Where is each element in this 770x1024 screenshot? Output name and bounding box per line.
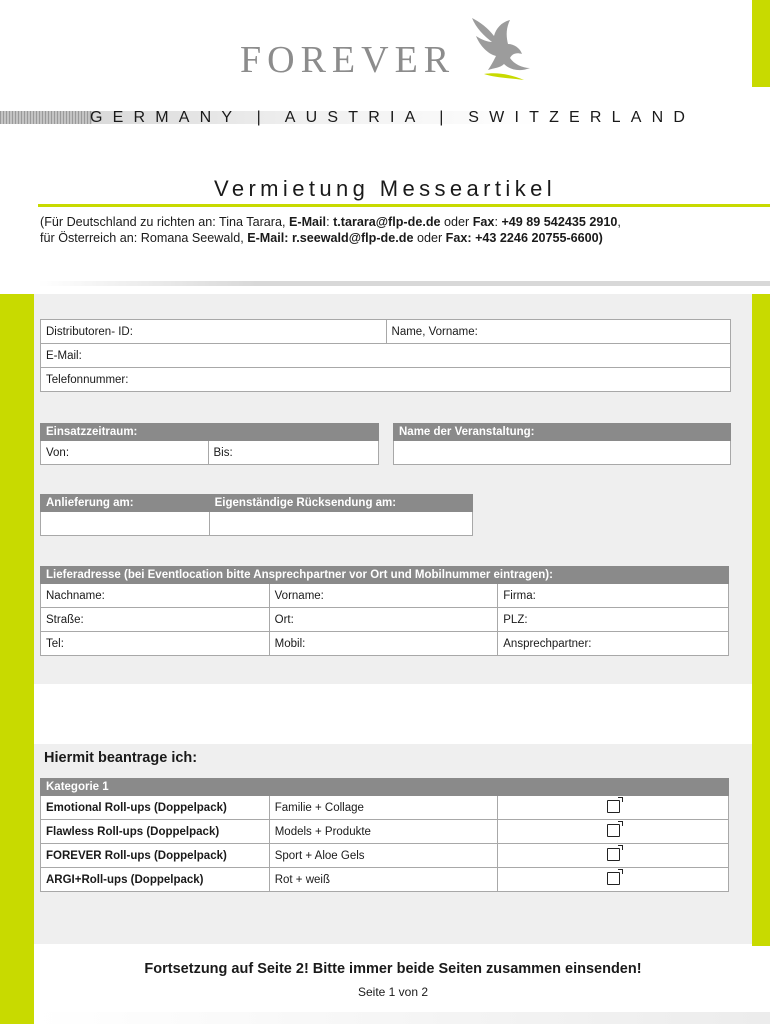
name-field[interactable]: Name, Vorname: xyxy=(386,320,730,344)
product-name: ARGI+Roll-ups (Doppelpack) xyxy=(41,868,270,892)
distributor-table xyxy=(40,319,731,392)
page-title: Vermietung Messeartikel xyxy=(213,176,557,201)
zip-field[interactable]: PLZ: xyxy=(498,608,729,632)
accent-bar-left xyxy=(0,294,34,1024)
checkbox-icon[interactable] xyxy=(607,848,620,861)
checkbox-icon[interactable] xyxy=(607,800,620,813)
table-row xyxy=(41,632,729,656)
continue-note: Fortsetzung auf Seite 2! Bitte immer beide Seiten zusammen einsenden! xyxy=(144,961,642,977)
page-number: Seite 1 von 2 xyxy=(357,985,429,999)
address-header: Lieferadresse (bei Eventlocation bitte Ansprechpartner vor Ort und Mobilnummer eintragen): xyxy=(41,567,729,584)
accent-bar-right xyxy=(752,294,770,946)
product-name: FOREVER Roll-ups (Doppelpack) xyxy=(41,844,270,868)
product-name: Flawless Roll-ups (Doppelpack) xyxy=(41,820,270,844)
checkbox-cell xyxy=(498,820,729,844)
phone-field[interactable]: Telefonnummer: xyxy=(41,368,731,392)
contact-line-germany xyxy=(40,214,621,230)
product-desc: Rot + weiß xyxy=(269,868,498,892)
to-date-field[interactable]: Bis: xyxy=(208,441,379,465)
accent-bar-top xyxy=(752,0,770,84)
contact-text: , xyxy=(617,215,621,229)
delivery-table xyxy=(40,494,473,536)
contact-line-austria xyxy=(40,230,621,246)
title-underline xyxy=(38,204,770,207)
contact-text: oder xyxy=(413,231,446,245)
request-heading: Hiermit beantrage ich: xyxy=(44,750,198,766)
last-name-field[interactable]: Nachname: xyxy=(41,584,270,608)
email-label: E-Mail xyxy=(288,215,327,229)
address-table xyxy=(40,566,729,656)
email-link[interactable]: t.tarara@flp-de.de xyxy=(333,215,441,229)
contact-text: : xyxy=(326,215,334,229)
contact-text: für Österreich an: Romana Seewald, xyxy=(40,231,248,245)
delivery-date-field[interactable] xyxy=(41,512,210,536)
fax-number: +49 89 542435 2910 xyxy=(501,215,618,229)
first-name-field[interactable]: Vorname: xyxy=(269,584,498,608)
contact-text: oder xyxy=(440,215,473,229)
email-label: E-Mail: xyxy=(247,231,292,245)
header-stripe-hatch xyxy=(0,111,92,124)
footer-stripe xyxy=(34,1012,770,1024)
section-divider xyxy=(38,281,770,286)
product-desc: Familie + Collage xyxy=(269,796,498,820)
table-row xyxy=(41,608,729,632)
event-name-field[interactable] xyxy=(394,441,731,465)
product-name: Emotional Roll-ups (Doppelpack) xyxy=(41,796,270,820)
checkbox-cell xyxy=(498,844,729,868)
checkbox-cell xyxy=(498,868,729,892)
fax-label: Fax xyxy=(472,215,495,229)
table-row xyxy=(41,820,729,844)
category-header: Kategorie 1 xyxy=(41,779,729,796)
street-field[interactable]: Straße: xyxy=(41,608,270,632)
accent-bar-band xyxy=(752,84,770,87)
table-row xyxy=(41,584,729,608)
period-header: Einsatzzeitraum: xyxy=(41,424,379,441)
email-field[interactable]: E-Mail: xyxy=(41,344,731,368)
return-date-field[interactable] xyxy=(209,512,472,536)
distributor-id-field[interactable]: Distributoren- ID: xyxy=(41,320,387,344)
contact-person-field[interactable]: Ansprechpartner: xyxy=(498,632,729,656)
return-date-header: Eigenständige Rücksendung am: xyxy=(209,495,472,512)
table-row xyxy=(41,868,729,892)
regions-heading: GERMANY | AUSTRIA | SWITZERLAND xyxy=(90,109,696,126)
from-date-field[interactable]: Von: xyxy=(41,441,209,465)
period-table xyxy=(40,423,379,465)
checkbox-cell xyxy=(498,796,729,820)
company-field[interactable]: Firma: xyxy=(498,584,729,608)
table-row xyxy=(41,796,729,820)
checkbox-icon[interactable] xyxy=(607,872,620,885)
city-field[interactable]: Ort: xyxy=(269,608,498,632)
eagle-logo-icon xyxy=(466,14,532,84)
category-table xyxy=(40,778,729,892)
delivery-date-header: Anlieferung am: xyxy=(41,495,210,512)
product-desc: Models + Produkte xyxy=(269,820,498,844)
event-table xyxy=(393,423,731,465)
fax-number: Fax: +43 2246 20755-6600) xyxy=(445,231,603,245)
checkbox-icon[interactable] xyxy=(607,824,620,837)
contact-text: : xyxy=(494,215,502,229)
table-row xyxy=(41,844,729,868)
email-link[interactable]: r.seewald@flp-de.de xyxy=(291,231,414,245)
contact-info xyxy=(40,214,621,246)
brand-logo-text: FOREVER xyxy=(240,39,456,81)
tel-field[interactable]: Tel: xyxy=(41,632,270,656)
event-header: Name der Veranstaltung: xyxy=(394,424,731,441)
mobile-field[interactable]: Mobil: xyxy=(269,632,498,656)
product-desc: Sport + Aloe Gels xyxy=(269,844,498,868)
contact-text: (Für Deutschland zu richten an: Tina Tarara, xyxy=(40,215,289,229)
